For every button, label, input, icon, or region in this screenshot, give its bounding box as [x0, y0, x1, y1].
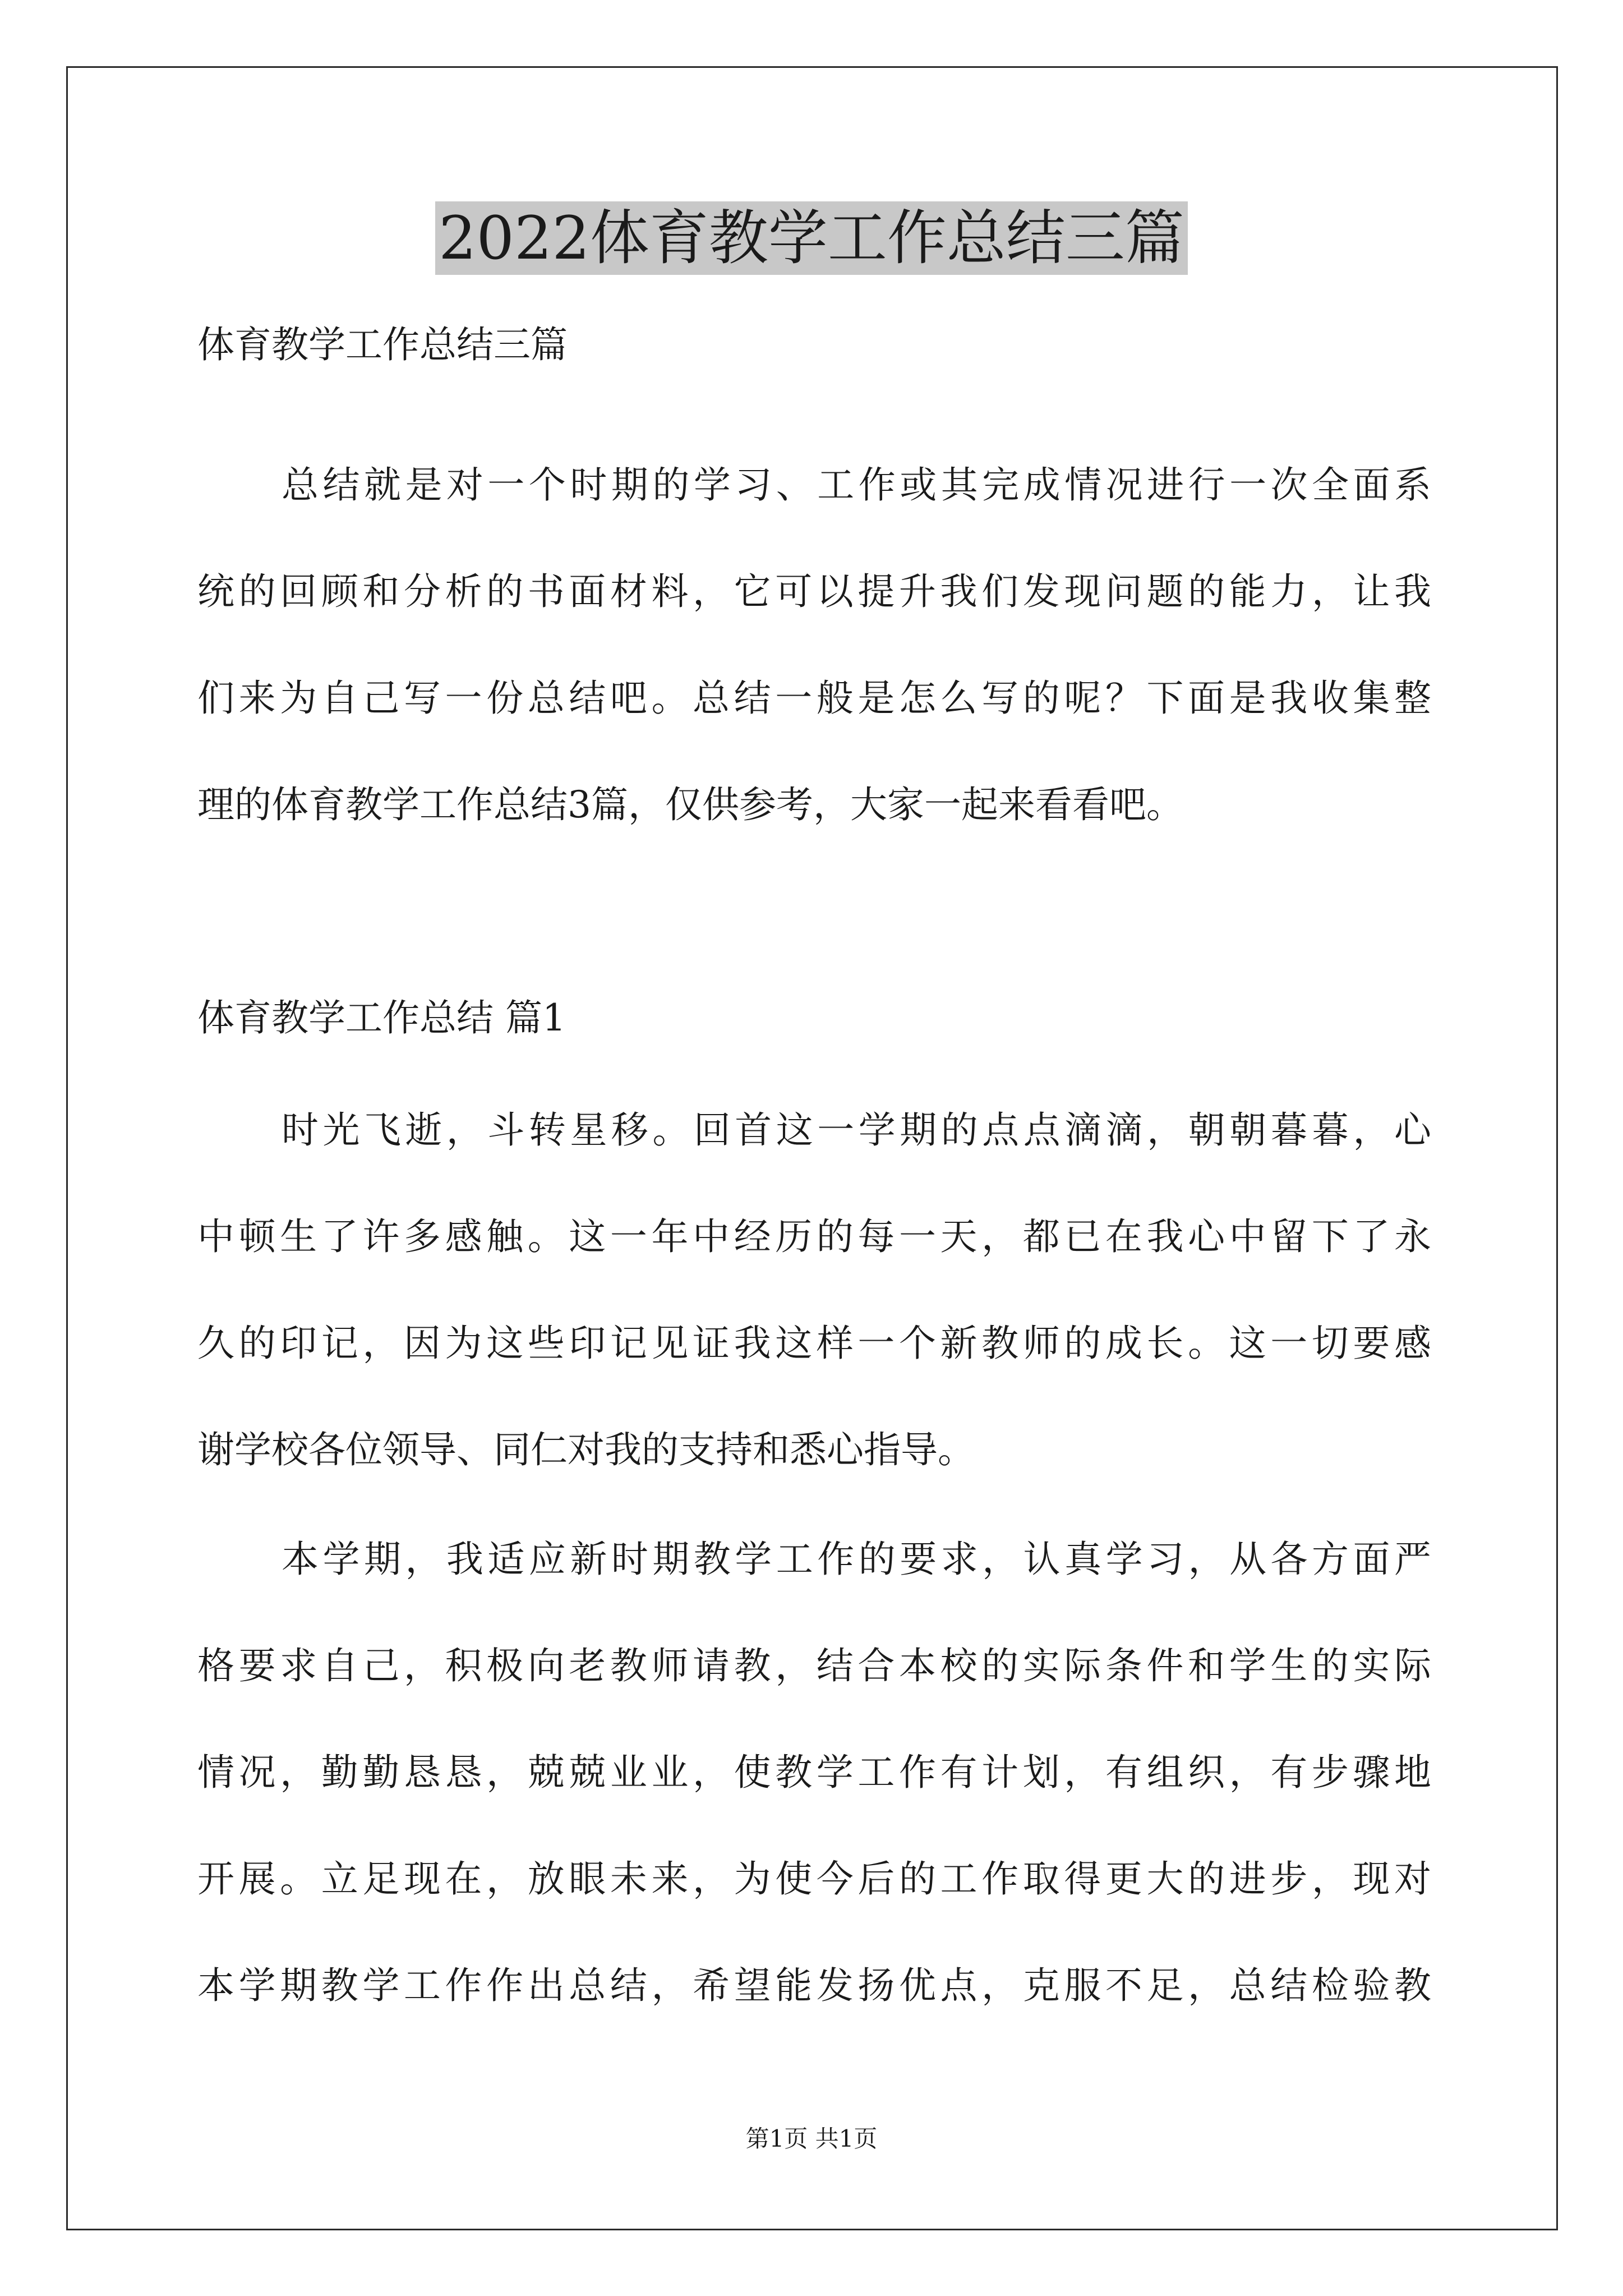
body-line: 本学期，我适应新时期教学工作的要求，认真学习，从各方面严 [282, 1538, 1431, 1581]
body-line: 情况，勤勤恳恳，兢兢业业，使教学工作有计划，有组织，有步骤地 [197, 1751, 1431, 1794]
body-line: 统的回顾和分析的书面材料，它可以提升我们发现问题的能力，让我 [197, 570, 1431, 613]
document-title-text: 2022体育教学工作总结三篇 [435, 201, 1188, 275]
body-line: 们来为自己写一份总结吧。总结一般是怎么写的呢？下面是我收集整 [197, 677, 1431, 720]
body-line: 本学期教学工作作出总结，希望能发扬优点，克服不足，总结检验教 [197, 1964, 1431, 2007]
body-line: 理的体育教学工作总结3篇，仅供参考，大家一起来看看吧。 [197, 783, 1183, 826]
body-line: 总结就是对一个时期的学习、工作或其完成情况进行一次全面系 [282, 463, 1431, 507]
body-line: 中顿生了许多感触。这一年中经历的每一天，都已在我心中留下了永 [197, 1215, 1431, 1258]
body-line: 时光飞逝，斗转星移。回首这一学期的点点滴滴，朝朝暮暮，心 [282, 1108, 1431, 1152]
page-footer: 第1页 共1页 [745, 2125, 878, 2152]
section-heading: 体育教学工作总结 篇1 [197, 996, 566, 1039]
body-line: 谢学校各位领导、同仁对我的支持和悉心指导。 [197, 1428, 975, 1471]
document-title [0, 202, 1623, 275]
body-line: 格要求自己，积极向老教师请教，结合本校的实际条件和学生的实际 [197, 1644, 1431, 1687]
body-line: 开展。立足现在，放眼未来，为使今后的工作取得更大的进步，现对 [197, 1857, 1431, 1901]
body-line: 久的印记，因为这些印记见证我这样一个新教师的成长。这一切要感 [197, 1322, 1431, 1365]
subtitle-line: 体育教学工作总结三篇 [197, 323, 568, 366]
